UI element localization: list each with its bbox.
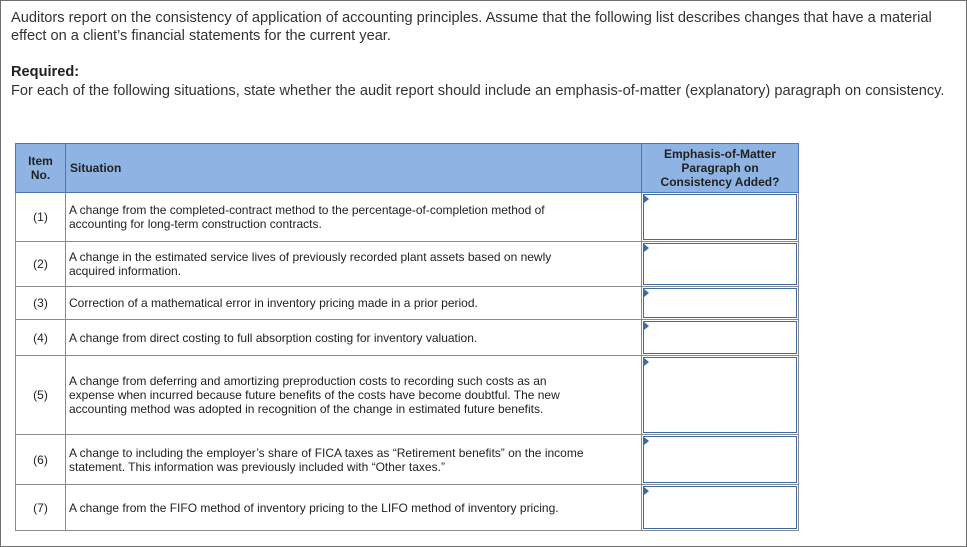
situation-cell	[66, 485, 642, 531]
answer-cell	[642, 193, 799, 242]
item-number: (7)	[16, 485, 66, 531]
item-no-header-line2: No.	[30, 168, 51, 182]
answer-cell	[642, 287, 799, 320]
intro-text: Auditors report on the consistency of application of accounting principles. Assume that the following list describes changes that have a material effect on a client’s financial statements for the current year.	[11, 10, 932, 44]
table-row	[16, 356, 799, 435]
situation-line: A change from direct costing to full absorption costing for inventory valuation.	[69, 330, 478, 345]
situation-header: Situation	[66, 144, 642, 193]
situation-cell	[66, 356, 642, 435]
situation-cell	[66, 287, 642, 320]
item-number: (1)	[16, 193, 66, 242]
table-row	[16, 287, 799, 320]
answer-header-line3: Consistency Added?	[660, 175, 780, 189]
situation-cell	[66, 193, 642, 242]
situation-line: accounting for long-term construction contracts.	[69, 217, 322, 231]
answer-header	[642, 144, 799, 193]
situation-line: accounting method was adopted in recognition of the change in estimated future benefits.	[69, 402, 544, 416]
item-number: (4)	[16, 320, 66, 356]
answer-input-3[interactable]	[643, 288, 797, 318]
answer-header-line1: Emphasis-of-Matter	[663, 147, 776, 161]
situation-line: expense when incurred because future benefits of the costs have become doubtful. The new	[69, 388, 560, 402]
item-no-header	[16, 144, 66, 193]
situation-line: A change from the FIFO method of inventory pricing to the LIFO method of inventory pricing.	[69, 500, 559, 515]
situation-line: A change from the completed-contract method to the percentage-of-completion method of	[69, 203, 545, 217]
situation-line: A change to including the employer’s share of FICA taxes as “Retirement benefits” on the income	[69, 445, 584, 460]
table-row	[16, 320, 799, 356]
answer-cell	[642, 242, 799, 287]
item-number: (5)	[16, 356, 66, 435]
item-number: (2)	[16, 242, 66, 287]
consistency-table	[15, 143, 799, 531]
answer-input-7[interactable]	[643, 486, 797, 529]
answer-input-6[interactable]	[643, 436, 797, 483]
situation-cell	[66, 320, 642, 356]
table-row	[16, 435, 799, 485]
situation-line: A change from deferring and amortizing preproduction costs to recording such costs as an	[69, 374, 547, 388]
answer-cell	[642, 485, 799, 531]
situation-line: A change in the estimated service lives of previously recorded plant assets based on newly	[69, 250, 552, 264]
situation-line: statement. This information was previously included with “Other taxes.”	[69, 459, 445, 474]
situation-line: Correction of a mathematical error in inventory pricing made in a prior period.	[69, 296, 478, 310]
answer-cell	[642, 435, 799, 485]
answer-input-1[interactable]	[643, 194, 797, 240]
table-row	[16, 242, 799, 287]
item-number: (6)	[16, 435, 66, 485]
answer-input-2[interactable]	[643, 243, 797, 285]
table-row	[16, 193, 799, 242]
answer-header-line2: Paragraph on	[681, 161, 759, 175]
table-header-row	[16, 144, 799, 193]
answer-input-5[interactable]	[643, 357, 797, 433]
table-row	[16, 485, 799, 531]
item-no-header-line1: Item	[28, 154, 53, 168]
required-heading: Required:	[11, 64, 80, 80]
item-number: (3)	[16, 287, 66, 320]
answer-cell	[642, 320, 799, 356]
answer-cell	[642, 356, 799, 435]
situation-line: acquired information.	[69, 264, 182, 278]
situation-cell	[66, 242, 642, 287]
required-text: For each of the following situations, state whether the audit report should include an emphasis-of-matter (explanatory) paragraph on consistency.	[11, 83, 945, 99]
situation-cell	[66, 435, 642, 485]
answer-input-4[interactable]	[643, 321, 797, 354]
